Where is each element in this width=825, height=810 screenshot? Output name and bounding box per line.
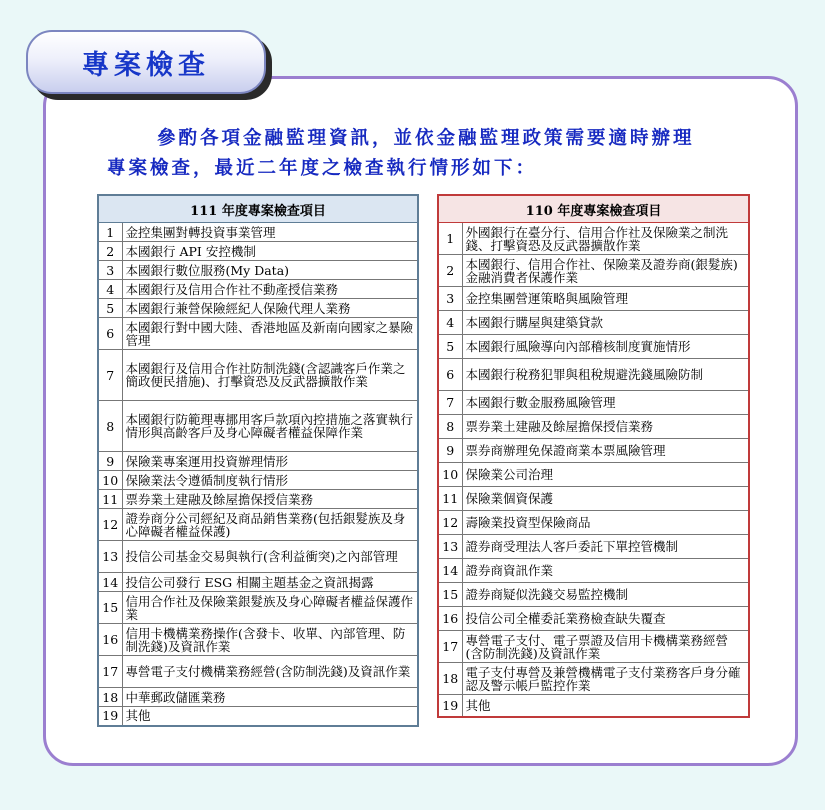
row-number: 15: [98, 592, 122, 624]
row-item-text: 信用合作社及保險業銀髮族及身心障礙者權益保護作業: [122, 592, 418, 624]
table-row: [98, 223, 418, 242]
table-row: [98, 242, 418, 261]
row-number: 3: [98, 261, 122, 280]
row-item-text: 本國銀行 API 安控機制: [122, 242, 418, 261]
row-item-text: 信用卡機構業務操作(含發卡、收單、內部管理、防制洗錢)及資訊作業: [122, 624, 418, 656]
row-number: 4: [438, 311, 462, 335]
row-number: 11: [98, 490, 122, 509]
row-number: 2: [438, 255, 462, 287]
table-row: [438, 391, 749, 415]
row-item-text: 保險業法令遵循制度執行情形: [122, 471, 418, 490]
row-number: 7: [438, 391, 462, 415]
table-row: [438, 287, 749, 311]
row-item-text: 專營電子支付機構業務經營(含防制洗錢)及資訊作業: [122, 656, 418, 688]
row-number: 6: [438, 359, 462, 391]
table-row: [98, 541, 418, 573]
row-number: 3: [438, 287, 462, 311]
row-number: 1: [438, 223, 462, 255]
row-number: 17: [98, 656, 122, 688]
table-row: [438, 415, 749, 439]
row-number: 18: [98, 688, 122, 707]
row-item-text: 中華郵政儲匯業務: [122, 688, 418, 707]
row-number: 2: [98, 242, 122, 261]
table-row: [98, 573, 418, 592]
table-row: [438, 511, 749, 535]
row-item-text: 本國銀行兼營保險經紀人保險代理人業務: [122, 299, 418, 318]
row-item-text: 其他: [122, 707, 418, 726]
row-item-text: 證券商資訊作業: [462, 559, 749, 583]
row-number: 12: [438, 511, 462, 535]
table-row: [438, 535, 749, 559]
row-number: 9: [98, 452, 122, 471]
table-row: [98, 592, 418, 624]
row-number: 19: [438, 695, 462, 717]
row-item-text: 外國銀行在臺分行、信用合作社及保險業之制洗錢、打擊資恐及反武器擴散作業: [462, 223, 749, 255]
row-item-text: 證券商疑似洗錢交易監控機制: [462, 583, 749, 607]
table-row: [438, 223, 749, 255]
row-number: 7: [98, 350, 122, 401]
row-item-text: 其他: [462, 695, 749, 717]
row-number: 16: [438, 607, 462, 631]
row-item-text: 本國銀行防範理專挪用客戶款項內控措施之落實執行情形與高齡客戶及身心障礙者權益保障作業: [122, 401, 418, 452]
table-row: [98, 490, 418, 509]
table-row: [98, 299, 418, 318]
intro-line-1: 參酌各項金融監理資訊，並依金融監理政策需要適時辦理: [157, 128, 695, 149]
row-number: 18: [438, 663, 462, 695]
table-110-header: 110 年度專案檢查項目: [438, 195, 749, 223]
table-row: [98, 471, 418, 490]
row-item-text: 本國銀行稅務犯罪與租稅規避洗錢風險防制: [462, 359, 749, 391]
table-row: [438, 631, 749, 663]
row-number: 11: [438, 487, 462, 511]
table-row: [438, 695, 749, 717]
table-row: [438, 559, 749, 583]
row-item-text: 本國銀行風險導向內部稽核制度實施情形: [462, 335, 749, 359]
table-row: [438, 255, 749, 287]
row-number: 16: [98, 624, 122, 656]
title-badge: [26, 30, 266, 94]
table-row: [438, 607, 749, 631]
row-number: 12: [98, 509, 122, 541]
row-item-text: 證券商分公司經紀及商品銷售業務(包括銀髮族及身心障礙者權益保護): [122, 509, 418, 541]
row-item-text: 保險業專案運用投資辦理情形: [122, 452, 418, 471]
row-number: 5: [438, 335, 462, 359]
table-row: [438, 439, 749, 463]
table-row: [438, 583, 749, 607]
row-item-text: 本國銀行對中國大陸、香港地區及新南向國家之暴險管理: [122, 318, 418, 350]
row-item-text: 本國銀行及信用合作社不動產授信業務: [122, 280, 418, 299]
row-item-text: 金控集團營運策略與風險管理: [462, 287, 749, 311]
inspection-table-111: [97, 194, 419, 727]
row-number: 5: [98, 299, 122, 318]
table-row: [98, 318, 418, 350]
row-item-text: 本國銀行數位服務(My Data): [122, 261, 418, 280]
inspection-table-110: [437, 194, 750, 718]
row-item-text: 保險業個資保護: [462, 487, 749, 511]
row-item-text: 壽險業投資型保險商品: [462, 511, 749, 535]
row-number: 10: [438, 463, 462, 487]
row-item-text: 投信公司發行 ESG 相關主題基金之資訊揭露: [122, 573, 418, 592]
table-row: [98, 509, 418, 541]
row-item-text: 電子支付專營及兼營機構電子支付業務客戶身分確認及警示帳戶監控作業: [462, 663, 749, 695]
table-row: [98, 624, 418, 656]
row-number: 10: [98, 471, 122, 490]
table-row: [98, 280, 418, 299]
table-row: [98, 452, 418, 471]
row-item-text: 專營電子支付、電子票證及信用卡機構業務經營(含防制洗錢)及資訊作業: [462, 631, 749, 663]
table-row: [438, 311, 749, 335]
table-row: [438, 335, 749, 359]
row-number: 9: [438, 439, 462, 463]
table-row: [438, 359, 749, 391]
row-number: 19: [98, 707, 122, 726]
row-item-text: 投信公司基金交易與執行(含利益衝突)之內部管理: [122, 541, 418, 573]
table-row: [98, 707, 418, 726]
row-number: 14: [438, 559, 462, 583]
intro-paragraph: [107, 124, 747, 184]
row-item-text: 票券業土建融及餘屋擔保授信業務: [462, 415, 749, 439]
row-item-text: 票券業土建融及餘屋擔保授信業務: [122, 490, 418, 509]
table-111-header: 111 年度專案檢查項目: [98, 195, 418, 223]
row-number: 15: [438, 583, 462, 607]
row-item-text: 票券商辦理免保證商業本票風險管理: [462, 439, 749, 463]
row-number: 17: [438, 631, 462, 663]
row-number: 13: [98, 541, 122, 573]
table-row: [98, 350, 418, 401]
table-row: [98, 656, 418, 688]
row-item-text: 本國銀行及信用合作社防制洗錢(含認識客戶作業之簡政便民措施)、打擊資恐及反武器擴散作業: [122, 350, 418, 401]
row-number: 4: [98, 280, 122, 299]
page-title: 專案檢查: [82, 49, 210, 81]
table-row: [438, 663, 749, 695]
table-row: [98, 261, 418, 280]
row-number: 1: [98, 223, 122, 242]
table-row: [438, 463, 749, 487]
row-number: 8: [438, 415, 462, 439]
row-item-text: 投信公司全權委託業務檢查缺失覆查: [462, 607, 749, 631]
table-row: [98, 401, 418, 452]
row-number: 6: [98, 318, 122, 350]
row-number: 13: [438, 535, 462, 559]
row-number: 8: [98, 401, 122, 452]
row-item-text: 保險業公司治理: [462, 463, 749, 487]
row-item-text: 本國銀行購屋與建築貸款: [462, 311, 749, 335]
row-number: 14: [98, 573, 122, 592]
row-item-text: 證券商受理法人客戶委託下單控管機制: [462, 535, 749, 559]
row-item-text: 本國銀行數金服務風險管理: [462, 391, 749, 415]
row-item-text: 本國銀行、信用合作社、保險業及證券商(銀髮族)金融消費者保護作業: [462, 255, 749, 287]
table-row: [98, 688, 418, 707]
intro-line-2: 專案檢查，最近二年度之檢查執行情形如下：: [107, 158, 538, 179]
row-item-text: 金控集團對轉投資事業管理: [122, 223, 418, 242]
table-row: [438, 487, 749, 511]
